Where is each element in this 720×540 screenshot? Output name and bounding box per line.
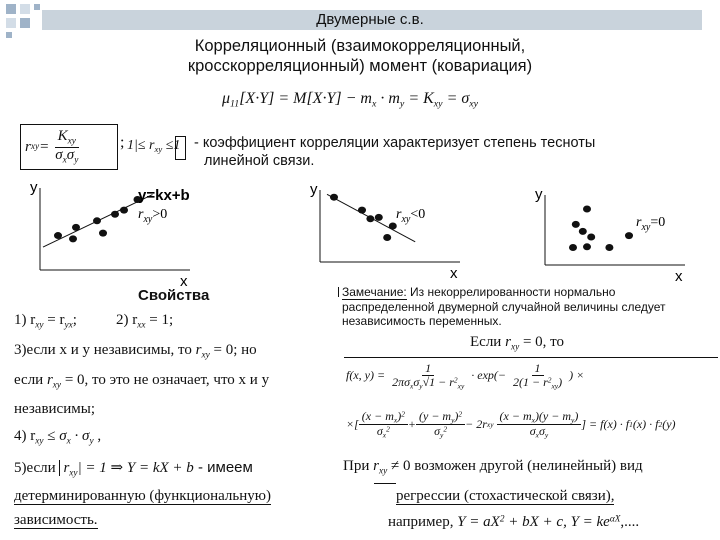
heading-line-2: кросскорреляционный) момент (ковариация) bbox=[187, 57, 533, 75]
prop3a-sub: xy bbox=[201, 350, 210, 361]
plot-2-point-6 bbox=[383, 234, 391, 241]
property-5-line-3 bbox=[14, 512, 98, 529]
prop1-sub: xy bbox=[35, 320, 44, 331]
t3-num-end: ) bbox=[574, 409, 579, 423]
plot-3-point-8 bbox=[625, 232, 633, 239]
note-if bbox=[470, 334, 564, 352]
prop2-sub: xx bbox=[137, 320, 146, 331]
coef-r: r bbox=[25, 138, 31, 155]
prop5a-text: 5)если bbox=[14, 460, 56, 476]
property-3-line-2 bbox=[14, 372, 269, 390]
prop5a-end: - имеем bbox=[193, 459, 253, 476]
pdf2-minus-sub: xy bbox=[486, 420, 494, 430]
pdf2-close-end: (y) bbox=[662, 417, 676, 432]
pdf2-frac1-den bbox=[374, 425, 393, 439]
pdf2-close-sub2: 2 bbox=[658, 420, 663, 430]
moment-rest: [X·Y] = M[X·Y] − m bbox=[239, 90, 372, 107]
t3-den-sub2: y bbox=[544, 430, 549, 440]
plot-2-point-2 bbox=[358, 207, 366, 214]
when-eq-mid: + bX + c, Y = ke bbox=[504, 514, 610, 530]
moment-eq2: = σ bbox=[442, 90, 470, 107]
pdf-frac1-den bbox=[389, 376, 467, 390]
page-title: Двумерные с.в. bbox=[316, 11, 424, 28]
pdf-end: ) × bbox=[569, 368, 585, 383]
pdf2-close: ] = f(x) · f bbox=[581, 417, 630, 432]
prop1-sub2: yx bbox=[64, 320, 73, 331]
pdf-lhs: f(x, y) = bbox=[346, 368, 386, 383]
mu-index: 11 bbox=[230, 98, 240, 110]
coef-r-sub: xy bbox=[30, 142, 40, 152]
plot-2-point-5 bbox=[389, 223, 397, 230]
t3-den-mid: σ bbox=[538, 424, 545, 439]
t1-den-sup: 2 bbox=[386, 424, 390, 434]
plot-1-equation-label: y=kx+b bbox=[138, 187, 190, 204]
pdf-frac-1 bbox=[389, 362, 467, 390]
prop5a-r: r bbox=[63, 460, 70, 476]
when-eq-end: ,.... bbox=[620, 514, 640, 530]
note-if-sub: xy bbox=[510, 342, 520, 353]
pdf-exp: · exp(− bbox=[471, 368, 506, 383]
plot-2-point-1 bbox=[330, 194, 338, 201]
when-l3: например, bbox=[388, 514, 458, 530]
note-text bbox=[342, 285, 666, 329]
coef-den-s1-sub: x bbox=[62, 154, 67, 165]
coef-bound-sub: xy bbox=[154, 144, 163, 155]
prop1-a: 1) r bbox=[14, 312, 36, 328]
t1-num: (x − m bbox=[361, 409, 394, 423]
pdf2-close-mid: (x) · f bbox=[632, 417, 659, 432]
t2-den: σ bbox=[434, 424, 441, 439]
prop4-sy: y bbox=[89, 436, 94, 447]
pdf-sqrt-sub: xy bbox=[457, 381, 465, 391]
prop5c-text: зависимость. bbox=[14, 512, 98, 528]
plot-1-point-8 bbox=[120, 207, 128, 214]
plot-3-point-3 bbox=[579, 228, 587, 235]
properties-title: Свойства bbox=[138, 287, 210, 304]
pdf2-frac2-den bbox=[431, 425, 450, 439]
pdf-den-ysub: y bbox=[419, 381, 423, 391]
t1-den-sub: x bbox=[382, 430, 387, 440]
pdf-den-y: σ bbox=[413, 374, 420, 389]
coef-num-k: K bbox=[57, 127, 68, 144]
coef-bound-post: ≤1 bbox=[162, 138, 181, 153]
pdf2-frac2-num bbox=[416, 410, 465, 425]
plot-2-x-label: x bbox=[450, 265, 458, 282]
pdf-den2-end: ) bbox=[558, 374, 563, 389]
property-3-line-1 bbox=[14, 342, 257, 360]
pdf-den2-a: 2(1 − r bbox=[513, 374, 548, 389]
pdf2-open: ×[ bbox=[346, 417, 359, 432]
pdf-den-x: x bbox=[410, 381, 414, 391]
plot-1-point-1 bbox=[54, 232, 62, 239]
t3-num-sub: x bbox=[531, 415, 535, 425]
note-label: Замечание: bbox=[342, 285, 407, 299]
prop3b-r: r bbox=[46, 372, 53, 388]
plot-1-point-2 bbox=[72, 224, 80, 231]
when-sub: xy bbox=[378, 466, 388, 477]
t2-den-sup: 2 bbox=[443, 424, 448, 434]
plot-1-y-label: y bbox=[30, 179, 38, 196]
t3-num-sub2: y bbox=[571, 415, 575, 425]
coef-den-s2: σ bbox=[66, 146, 75, 163]
moment-eq: = K bbox=[404, 90, 434, 107]
plot-3-point-2 bbox=[572, 221, 580, 228]
moment-dot: · m bbox=[376, 90, 400, 107]
coef-bound-mid: |≤ r bbox=[134, 138, 155, 153]
prop3b-sub: xy bbox=[52, 380, 62, 391]
heading-line-1: Корреляционный (взаимокорреляционный, bbox=[194, 37, 526, 55]
property-1 bbox=[14, 312, 77, 330]
prop1-rest: = r bbox=[43, 312, 65, 328]
property-5-line-2 bbox=[14, 488, 271, 505]
note-line-2: распределенной двумерной случайной величины следует bbox=[342, 299, 666, 314]
nonlinear-line-2 bbox=[396, 488, 614, 505]
note-if-r: r bbox=[505, 334, 511, 350]
pdf2-frac1-num bbox=[359, 410, 408, 425]
moment-kxy: xy bbox=[433, 98, 443, 110]
coef-desc-line-2: линейной связи. bbox=[204, 153, 315, 169]
pdf-frac2-den bbox=[510, 376, 565, 390]
plot-1-point-4 bbox=[111, 211, 119, 218]
note-underline bbox=[344, 357, 718, 358]
plot-1-r-label: $r_{xy}>0$ bbox=[138, 207, 168, 225]
t1-num-sub: x bbox=[393, 415, 398, 425]
pdf-frac-2 bbox=[510, 362, 565, 390]
plot-2-point-4 bbox=[366, 215, 374, 222]
pdf-formula-line-1 bbox=[346, 362, 584, 390]
plot-3-point-7 bbox=[605, 244, 613, 251]
when-eq-sup: 2 bbox=[499, 514, 505, 525]
t2-den-sub: y bbox=[440, 430, 444, 440]
prop4-sx: x bbox=[66, 436, 71, 447]
coef-desc-line-1: - коэффициент корреляции характеризует степень тесноты bbox=[194, 135, 596, 151]
t2-sup: 2 bbox=[458, 409, 463, 419]
prop5a-abs bbox=[59, 460, 78, 479]
property-5-line-1 bbox=[14, 458, 253, 478]
plot-3-point-5 bbox=[569, 244, 577, 251]
prop3a-r: r bbox=[195, 342, 202, 358]
pdf-sqrt: √1 − r bbox=[422, 374, 454, 389]
prop2-a: 2) r bbox=[116, 312, 138, 328]
coef-den-s1: σ bbox=[55, 146, 63, 163]
prop1-end: ; bbox=[72, 312, 77, 328]
plot-2-point-3 bbox=[375, 214, 383, 221]
pdf-formula-line-2 bbox=[346, 410, 676, 440]
nonlinear-line-3 bbox=[388, 514, 639, 531]
plot-3-r-label: $r_{xy}=0$ bbox=[636, 215, 666, 233]
note-if-post: = 0, то bbox=[519, 334, 565, 350]
nonlinear-line-1 bbox=[343, 458, 643, 476]
pdf-den2-sup: 2 bbox=[547, 374, 552, 384]
when-l2: регрессии (стохастической связи), bbox=[396, 488, 615, 504]
pdf-den-a: 2πσ bbox=[392, 374, 411, 389]
note-line-3: независимость переменных. bbox=[342, 314, 502, 328]
prop3b-end: = 0, то это не означает, что x и y bbox=[61, 372, 270, 388]
t1-num-end: ) bbox=[397, 409, 402, 423]
plot-3-point-6 bbox=[583, 243, 591, 250]
prop5a-sub: xy bbox=[69, 468, 78, 479]
coef-bound-pre: 1 bbox=[127, 138, 134, 153]
plot-3-x-label: x bbox=[675, 268, 683, 285]
pdf2-frac-2 bbox=[416, 410, 465, 440]
plot-1-x-label: x bbox=[180, 273, 188, 290]
moment-my: y bbox=[399, 98, 405, 110]
prop3a-text: 3)если x и y независимы, то bbox=[14, 342, 196, 358]
note-line-1: Из некоррелированности нормально bbox=[406, 285, 616, 299]
note-if-pre: Если bbox=[470, 334, 502, 350]
t2-num: (y − m bbox=[419, 409, 452, 423]
moment-sxy: xy bbox=[469, 98, 479, 110]
t3-den: σ bbox=[529, 424, 536, 439]
prop4-rest: ≤ σ bbox=[43, 428, 67, 444]
plot-1-point-6 bbox=[69, 235, 77, 242]
property-4 bbox=[14, 428, 101, 446]
when-eq: Y = aX bbox=[457, 514, 500, 530]
pdf2-close-sub1: 1 bbox=[629, 420, 633, 430]
prop5b-text: детерминированную (функциональную) bbox=[14, 488, 271, 504]
t2-num-end: ) bbox=[454, 409, 459, 423]
when-eq-sup2: αX bbox=[609, 514, 621, 525]
pdf-den2-sub: xy bbox=[551, 381, 559, 391]
t3-num-mid: )(y − m bbox=[534, 409, 572, 423]
plot-1-point-3 bbox=[93, 217, 101, 224]
property-3-line-3: независимы; bbox=[14, 401, 95, 417]
pdf2-frac-1 bbox=[359, 410, 408, 440]
plot-3-point-4 bbox=[587, 234, 595, 241]
prop4-sub: xy bbox=[35, 436, 44, 447]
prop5a-rest: | = 1 ⇒ Y = kX + b bbox=[77, 460, 194, 476]
coef-semicolon: ; bbox=[120, 134, 125, 151]
pdf2-minus: − 2r bbox=[465, 417, 487, 432]
t3-num: (x − m bbox=[499, 409, 532, 423]
plot-1-point-7 bbox=[99, 230, 107, 237]
coef-den-s2-sub: y bbox=[74, 154, 79, 165]
pdf-sqrt-sup: 2 bbox=[453, 374, 458, 384]
mu-symbol: μ bbox=[222, 90, 231, 107]
pdf-frac1-num: 1 bbox=[422, 362, 434, 376]
prop3b-text: если bbox=[14, 372, 47, 388]
note-divider bbox=[338, 287, 340, 297]
pdf2-plus: + bbox=[407, 417, 417, 432]
prop4-a: 4) r bbox=[14, 428, 36, 444]
plot-2-r-label: $r_{xy}<0$ bbox=[396, 207, 426, 225]
t3-den-sub: x bbox=[535, 430, 539, 440]
plot-3-point-1 bbox=[583, 206, 591, 213]
pdf2-frac-3 bbox=[497, 410, 582, 440]
coef-num-sub: xy bbox=[67, 135, 76, 146]
prop2-rest: = 1; bbox=[145, 312, 174, 328]
t1-sup: 2 bbox=[401, 409, 405, 419]
t1-den: σ bbox=[376, 424, 383, 439]
when-r: r bbox=[373, 458, 379, 474]
prop4-end: , bbox=[93, 428, 102, 444]
coef-eq: = bbox=[39, 138, 50, 155]
pdf2-frac3-den bbox=[527, 425, 551, 439]
property-2 bbox=[116, 312, 173, 330]
when-pre: При bbox=[343, 458, 374, 474]
plot-3-y-label: y bbox=[535, 186, 543, 203]
t2-num-sub: y bbox=[451, 415, 455, 425]
plot-2-y-label: y bbox=[310, 181, 318, 198]
prop4-dot: · σ bbox=[70, 428, 90, 444]
moment-mx: x bbox=[371, 98, 377, 110]
pdf-frac2-num: 1 bbox=[532, 362, 544, 376]
nonlinear-underline bbox=[374, 483, 396, 484]
prop3a-end: = 0; но bbox=[209, 342, 257, 358]
pdf2-frac3-num bbox=[497, 410, 582, 425]
when-post: ≠ 0 возможен другой (нелинейный) вид bbox=[387, 458, 643, 474]
